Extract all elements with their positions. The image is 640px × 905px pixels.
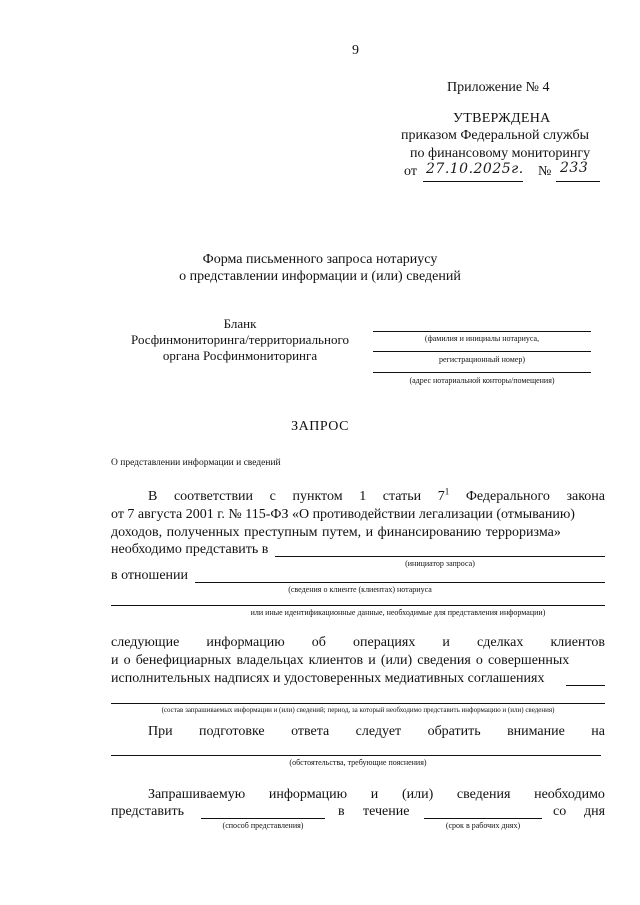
paragraph1-line-2: от 7 августа 2001 г. № 115-ФЗ «О противодействии легализации (отмыванию) <box>111 507 575 522</box>
p4-word-in: в <box>338 804 345 819</box>
approval-line-1: приказом Федеральной службы <box>401 128 589 143</box>
blank-line-1: Бланк <box>223 316 257 331</box>
p4-word: информацию <box>268 787 348 802</box>
approval-number-underline <box>556 181 600 182</box>
blank-line-3: органа Росфинмониторинга <box>162 348 318 363</box>
paragraph1-line-1 <box>148 486 605 505</box>
p3-word: внимание <box>507 724 565 739</box>
client-line <box>195 582 605 583</box>
p2-word: информацию <box>206 635 285 650</box>
circumstances-caption: (обстоятельства, требующие пояснения) <box>289 758 427 767</box>
p1-word: соответствии <box>173 489 254 504</box>
initiator-line <box>275 556 605 557</box>
p4-word: Запрашиваемую <box>148 787 246 802</box>
p2-word: следующие <box>111 635 180 650</box>
regarding-label: в отношении <box>111 568 189 583</box>
notary-address-line <box>373 372 591 373</box>
p1-word: с <box>269 489 276 504</box>
approval-from-label: от <box>404 164 417 179</box>
p4-word: и <box>370 787 379 802</box>
p4-word: необходимо <box>534 787 605 802</box>
p3-word: подготовке <box>199 724 265 739</box>
method-caption: (способ представления) <box>222 821 304 830</box>
p1-word: Федерального <box>465 489 550 504</box>
p2-word: сделках <box>477 635 524 650</box>
term-line <box>424 818 542 819</box>
p1-word-article <box>437 486 450 505</box>
paragraph1-line-3: доходов, полученных преступным путем, и финансированию терроризма» <box>111 525 561 540</box>
notary-name-line <box>373 331 591 332</box>
p4-word: (или) <box>401 787 434 802</box>
paragraph2-end-line <box>566 685 605 686</box>
paragraph1-line-4: необходимо представить в <box>111 542 269 557</box>
paragraph2-line-1 <box>111 635 605 651</box>
p1-word: пунктом <box>292 489 343 504</box>
page-number: 9 <box>352 43 359 58</box>
client-caption: (сведения о клиенте (клиентах) нотариуса <box>288 585 432 594</box>
p4-word-day: дня <box>584 804 606 819</box>
approval-line-2: по финансовому мониторингу <box>410 146 591 161</box>
approval-number-sign: № <box>538 164 552 179</box>
p4-word: сведения <box>456 787 511 802</box>
p3-word: ответа <box>291 724 330 739</box>
p3-word: на <box>591 724 605 739</box>
approval-number-handwritten: 233 <box>560 160 589 176</box>
blank-line-2: Росфинмониторинга/территориального <box>131 332 349 347</box>
p4-word-present: представить <box>111 804 184 819</box>
p2-word: клиентов <box>550 635 605 650</box>
p2-word: об <box>311 635 326 650</box>
p3-word: обратить <box>427 724 481 739</box>
p2-word: и <box>442 635 450 650</box>
appendix-label: Приложение № 4 <box>447 80 550 95</box>
ident-line <box>111 605 605 606</box>
p1-word: 1 <box>359 489 367 504</box>
notary-caption-3: (адрес нотариальной конторы/помещения) <box>409 376 555 385</box>
circumstances-line <box>111 755 601 756</box>
request-subject: О представлении информации и сведений <box>111 458 281 468</box>
notary-reg-line <box>373 351 591 352</box>
composition-line <box>111 703 605 704</box>
composition-caption: (состав запрашиваемых информации и (или) сведений; период, за который необходимо представить информацию и (или) сведения) <box>161 706 555 714</box>
approval-date-underline <box>423 181 523 182</box>
notary-caption-1: (фамилия и инициалы нотариуса, <box>424 334 540 343</box>
notary-caption-2: регистрационный номер) <box>439 355 525 364</box>
p1-word: закона <box>566 489 605 504</box>
p2-word: операциях <box>352 635 416 650</box>
p3-word: следует <box>355 724 402 739</box>
p3-word: При <box>148 724 173 739</box>
paragraph3-line-1 <box>148 724 605 740</box>
paragraph4-line-1 <box>148 787 605 803</box>
term-caption: (срок в рабочих днях) <box>445 821 521 830</box>
ident-caption: или иные идентификационные данные, необходимые для представления информации) <box>250 608 546 617</box>
method-line <box>201 818 325 819</box>
form-title-line-2: о представлении информации и (или) сведений <box>179 269 461 284</box>
form-title-line-1: Форма письменного запроса нотариусу <box>202 252 438 267</box>
paragraph2-line-3: исполнительных надписях и удостоверенных медиативных соглашениях <box>111 671 545 686</box>
approval-title: УТВЕРЖДЕНА <box>453 111 551 126</box>
p4-word-from: со <box>553 804 567 819</box>
p4-word-during: течение <box>363 804 410 819</box>
paragraph2-line-2: и о бенефициарных владельцах клиентов и (или) сведения о совершенных <box>111 653 570 668</box>
approval-date-handwritten: 27.10.2025г. <box>426 161 524 177</box>
p1-word: статьи <box>382 489 422 504</box>
p1-article-number: 7 <box>437 489 445 504</box>
request-heading: ЗАПРОС <box>291 419 349 434</box>
initiator-caption: (инициатор запроса) <box>405 559 475 568</box>
p1-word: В <box>148 489 158 504</box>
p1-article-superscript: 1 <box>444 486 450 497</box>
